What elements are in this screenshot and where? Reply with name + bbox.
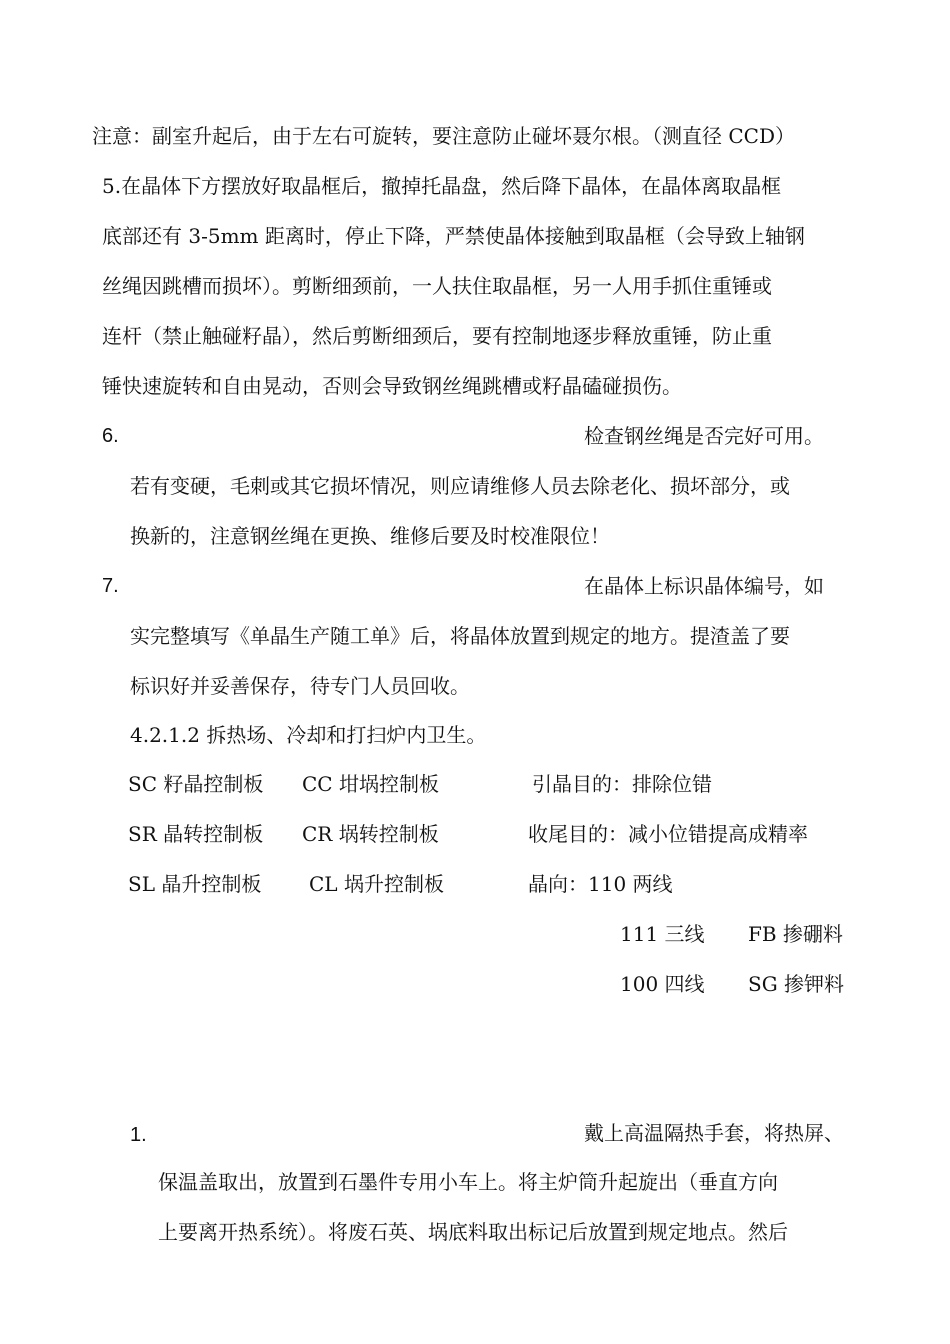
item7-first-line: 在晶体上标识晶体编号，如 <box>584 574 824 598</box>
step1-number: 1. <box>130 1124 147 1146</box>
glossary-cell: FB 掺硼料 <box>748 922 843 946</box>
step1-first-line: 戴上高温隔热手套，将热屏、 <box>584 1121 844 1145</box>
item6-line-3: 换新的，注意钢丝绳在更换、维修后要及时校准限位！ <box>130 524 610 548</box>
note-paragraph: 注意：副室升起后，由于左右可旋转，要注意防止碰坏聂尔根。（测直径 CCD） <box>92 124 795 148</box>
glossary-cell: CC 坩埚控制板 <box>302 772 439 796</box>
glossary-cell: 111 三线 <box>620 922 705 946</box>
glossary-cell: 引晶目的：排除位错 <box>532 772 712 796</box>
glossary-cell: 100 四线 <box>620 972 705 996</box>
step1-line-2: 保温盖取出，放置到石墨件专用小车上。将主炉筒升起旋出（垂直方向 <box>158 1170 778 1194</box>
glossary-cell: SL 晶升控制板 <box>128 872 262 896</box>
step1-line-3: 上要离开热系统）。将废石英、埚底料取出标记后放置到规定地点。然后 <box>158 1220 788 1244</box>
glossary-cell: CR 埚转控制板 <box>302 822 439 846</box>
item5-line-3: 丝绳因跳槽而损坏）。剪断细颈前，一人扶住取晶框，另一人用手抓住重锤或 <box>102 274 772 298</box>
item6-line-2: 若有变硬，毛刺或其它损坏情况，则应请维修人员去除老化、损坏部分，或 <box>130 474 790 498</box>
item5-line-2: 底部还有 3-5mm 距离时，停止下降，严禁使晶体接触到取晶框（会导致上轴钢 <box>102 224 805 248</box>
section-heading: 4.2.1.2 拆热场、冷却和打扫炉内卫生。 <box>130 723 487 747</box>
glossary-cell: SC 籽晶控制板 <box>128 772 264 796</box>
item7-line-2: 实完整填写《单晶生产随工单》后，将晶体放置到规定的地方。提渣盖了要 <box>130 624 790 648</box>
glossary-cell: SR 晶转控制板 <box>128 822 264 846</box>
glossary-cell: SG 掺钾料 <box>748 972 845 996</box>
item7-number: 7. <box>102 575 119 597</box>
item6-number: 6. <box>102 425 119 447</box>
item7-line-3: 标识好并妥善保存，待专门人员回收。 <box>130 674 470 698</box>
glossary-cell: 收尾目的：减小位错提高成精率 <box>528 822 808 846</box>
item5-line-5: 锤快速旋转和自由晃动，否则会导致钢丝绳跳槽或籽晶磕碰损伤。 <box>102 374 682 398</box>
item5-line-1: 5.在晶体下方摆放好取晶框后，撤掉托晶盘，然后降下晶体，在晶体离取晶框 <box>102 174 782 198</box>
glossary-cell: CL 埚升控制板 <box>309 872 444 896</box>
item5-line-4: 连杆（禁止触碰籽晶），然后剪断细颈后，要有控制地逐步释放重锤，防止重 <box>102 324 772 348</box>
glossary-cell: 晶向：110 两线 <box>528 872 673 896</box>
item6-first-line: 检查钢丝绳是否完好可用。 <box>584 424 824 448</box>
